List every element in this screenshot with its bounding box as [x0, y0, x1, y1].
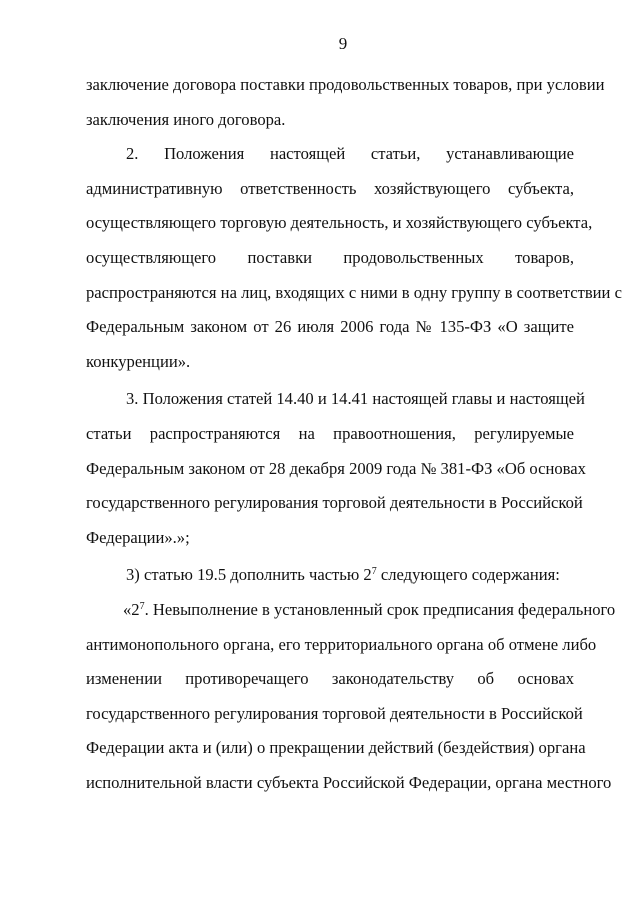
text-line: заключения иного договора.	[86, 109, 286, 129]
superscript: 7	[139, 600, 145, 612]
text-segment: следующего содержания:	[376, 565, 560, 585]
text-line: статьи распространяются на правоотношения, регулируемые	[86, 423, 574, 443]
superscript: 7	[371, 566, 377, 578]
text-line: государственного регулирования торговой деятельности в Российской	[86, 703, 583, 723]
text-line: административную ответственность хозяйствующего субъекта,	[86, 178, 574, 198]
text-line: исполнительной власти субъекта Российской Федерации, органа местного	[86, 772, 612, 792]
text-line: распространяются на лиц, входящих с ними в одну группу в соответствии с	[86, 282, 622, 302]
text-line: осуществляющего торговую деятельность, и хозяйствующего субъекта,	[86, 213, 593, 233]
document-body	[86, 73, 622, 805]
text-line: Федеральным законом от 28 декабря 2009 года № 381-ФЗ «Об основах	[86, 458, 586, 478]
text-segment: «2	[123, 599, 140, 619]
text-segment: . Невыполнение в установленный срок предписания федерального	[144, 599, 616, 619]
page-number: 9	[338, 34, 348, 53]
text-line	[86, 563, 574, 598]
text-line: осуществляющего поставки продовольственных товаров,	[86, 247, 574, 267]
text-line: Федерации».»;	[86, 527, 190, 547]
text-line: антимонопольного органа, его территориального органа об отмене либо	[86, 634, 597, 654]
text-segment	[123, 598, 615, 633]
text-line: Федерации акта и (или) о прекращении действий (бездействия) органа	[86, 738, 586, 758]
text-line: конкуренции».	[86, 351, 191, 371]
text-line	[86, 598, 616, 633]
text-line: 2. Положения настоящей статьи, устанавливающие	[126, 144, 574, 164]
text-line: государственного регулирования торговой деятельности в Российской	[86, 493, 583, 513]
text-line: Федеральным законом от 26 июля 2006 года № 135-ФЗ «О защите	[86, 317, 574, 337]
text-line: 3. Положения статей 14.40 и 14.41 настоящей главы и настоящей	[126, 389, 585, 409]
text-line: заключение договора поставки продовольственных товаров, при условии	[86, 75, 605, 94]
text-line: изменении противоречащего законодательству об основах	[86, 669, 574, 689]
text-segment: 3) статью 19.5 дополнить частью 2	[126, 565, 372, 585]
